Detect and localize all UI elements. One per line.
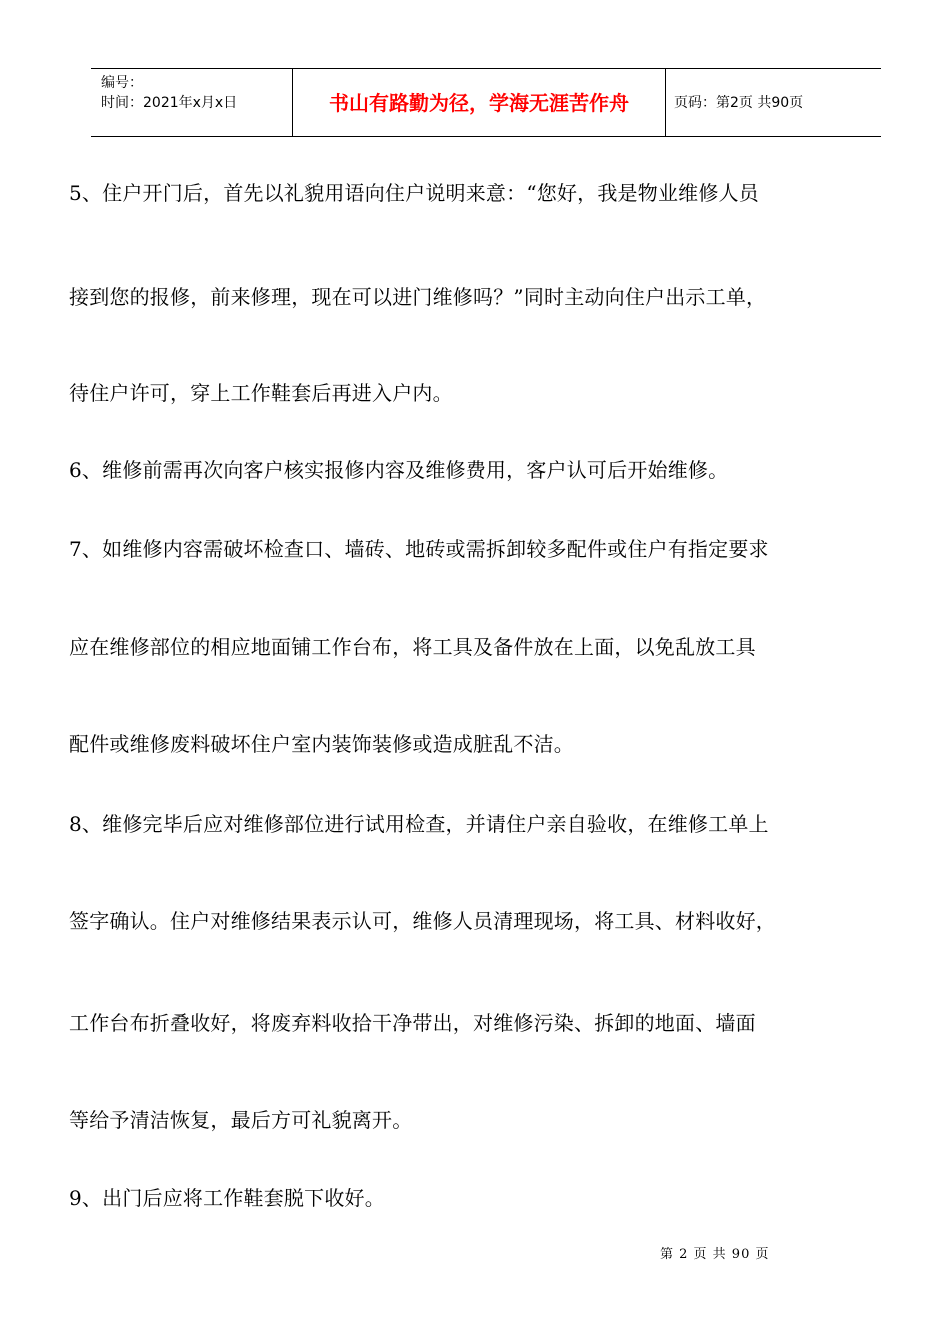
- body-line: 7、如维修内容需破坏检查口、墙砖、地砖或需拆卸较多配件或住户有指定要求: [69, 537, 769, 561]
- document-header: [91, 68, 881, 137]
- page-footer: 第 2 页 共 90 页: [660, 1247, 770, 1262]
- document-number-label: 编号：: [101, 75, 143, 91]
- header-motto: 书山有路勤为径，学海无涯苦作舟: [329, 91, 629, 115]
- body-line: 6、维修前需再次向客户核实报修内容及维修费用，客户认可后开始维修。: [69, 458, 729, 482]
- body-line: 配件或维修废料破坏住户室内装饰装修或造成脏乱不洁。: [69, 732, 574, 756]
- body-line: 等给予清洁恢复，最后方可礼貌离开。: [69, 1108, 413, 1132]
- body-line: 工作台布折叠收好，将废弃料收拾干净带出，对维修污染、拆卸的地面、墙面: [69, 1011, 756, 1035]
- body-line: 8、维修完毕后应对维修部位进行试用检查，并请住户亲自验收，在维修工单上: [69, 812, 769, 836]
- header-divider-right: [665, 69, 666, 136]
- header-meta: [101, 73, 237, 113]
- body-line: 签字确认。住户对维修结果表示认可，维修人员清理现场，将工具、材料收好，: [69, 909, 776, 933]
- body-line: 9、出门后应将工作鞋套脱下收好。: [69, 1186, 385, 1210]
- body-line: 接到您的报修，前来修理，现在可以进门维修吗？”同时主动向住户出示工单，: [69, 285, 767, 309]
- body-line: 5、住户开门后，首先以礼貌用语向住户说明来意：“您好，我是物业维修人员: [69, 181, 759, 205]
- document-time: 时间：2021年x月x日: [101, 95, 238, 111]
- header-page-info: 页码：第2页 共90页: [674, 95, 804, 111]
- body-line: 待住户许可，穿上工作鞋套后再进入户内。: [69, 381, 453, 405]
- body-line: 应在维修部位的相应地面铺工作台布，将工具及备件放在上面，以免乱放工具: [69, 635, 756, 659]
